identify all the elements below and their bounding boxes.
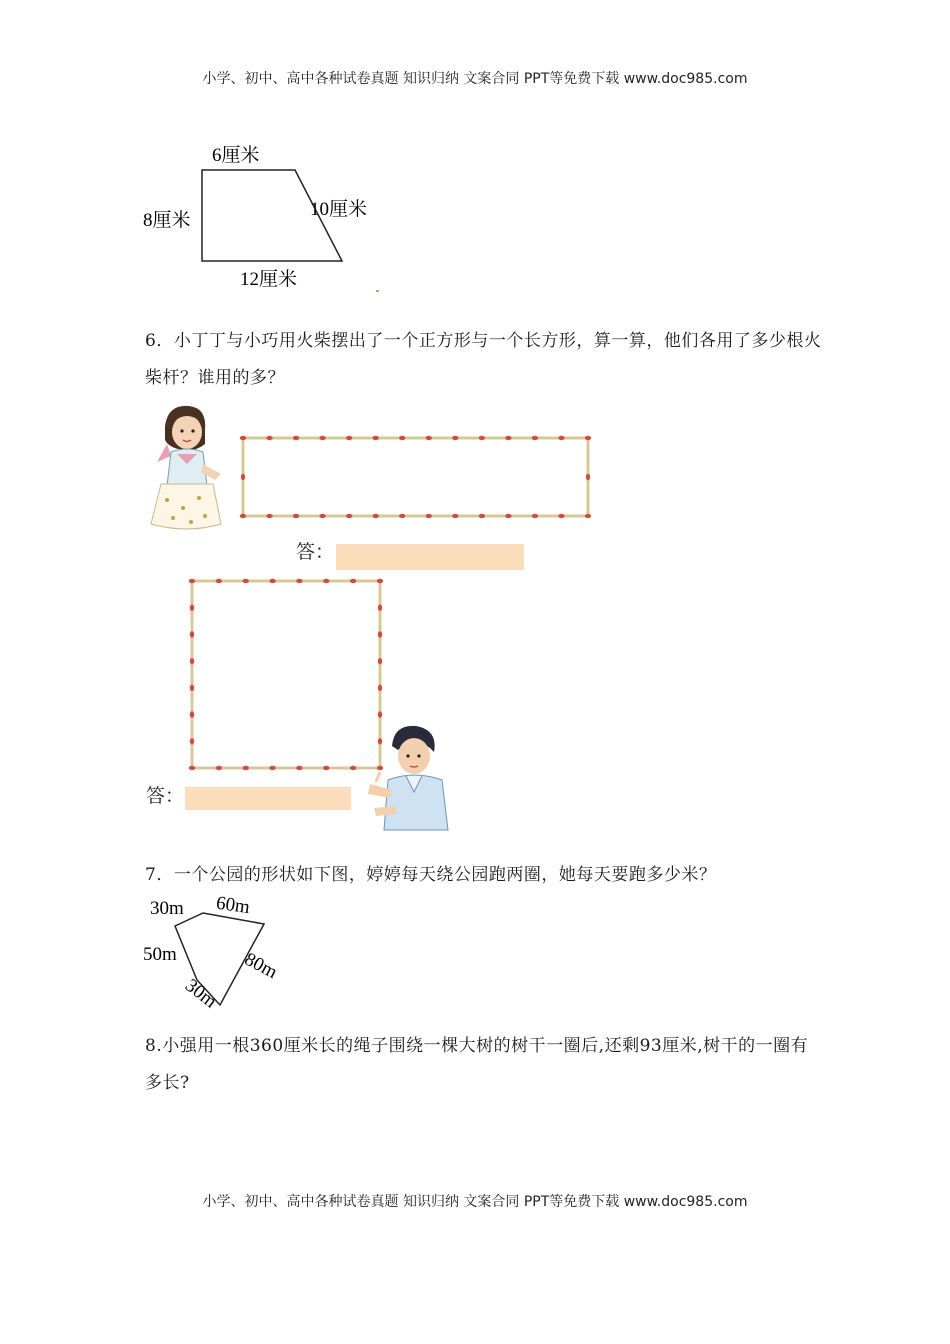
matchstick-head bbox=[585, 436, 591, 440]
matchstick-head bbox=[585, 514, 591, 518]
girl-illustration bbox=[143, 400, 233, 535]
matchstick-head bbox=[190, 658, 194, 664]
matchstick-head bbox=[296, 766, 302, 770]
matchstick-head bbox=[505, 436, 511, 440]
matchstick-head bbox=[323, 579, 329, 583]
answer-label-2: 答： bbox=[146, 785, 185, 807]
matchstick-head bbox=[377, 579, 383, 583]
boy-illustration bbox=[362, 722, 457, 832]
matchstick-head bbox=[319, 436, 325, 440]
matchstick-head bbox=[426, 436, 432, 440]
matchstick-head bbox=[399, 514, 405, 518]
matchstick-head bbox=[293, 436, 299, 440]
matchstick-head bbox=[190, 605, 194, 611]
matchstick-head bbox=[372, 514, 378, 518]
matchstick-head bbox=[269, 579, 275, 583]
matchstick-head bbox=[586, 474, 590, 480]
matchstick-head bbox=[319, 514, 325, 518]
matchstick-head bbox=[266, 514, 272, 518]
matchstick-head bbox=[189, 579, 195, 583]
matchstick-head bbox=[241, 474, 245, 480]
matchstick-head bbox=[243, 766, 249, 770]
matchstick-head bbox=[323, 766, 329, 770]
matchstick-head bbox=[190, 738, 194, 744]
park-side-label-1: 30m bbox=[150, 898, 184, 919]
matchstick-head bbox=[426, 514, 432, 518]
matchstick-head bbox=[346, 514, 352, 518]
trapezoid-top-label: 6厘米 bbox=[212, 145, 260, 166]
park-side-label-5: 30m bbox=[181, 975, 221, 1013]
page-header: 小学、初中、高中各种试卷真题 知识归纳 文案合同 PPT等免费下载 www.doc985.com bbox=[202, 71, 748, 87]
matchstick-square bbox=[186, 574, 386, 774]
question-7-text: 7．一个公园的形状如下图，婷婷每天绕公园跑两圈，她每天要跑多少米？ bbox=[145, 865, 717, 885]
matchstick-head bbox=[216, 766, 222, 770]
question-6-text: 6．小丁丁与小巧用火柴摆出了一个正方形与一个长方形，算一算，他们各用了多少根火柴杆？谁用的多？ bbox=[145, 331, 822, 388]
answer-box-2[interactable] bbox=[185, 787, 351, 810]
matchstick-head bbox=[190, 631, 194, 637]
matchstick-head bbox=[558, 436, 564, 440]
matchstick-head bbox=[558, 514, 564, 518]
matchstick-head bbox=[378, 658, 382, 664]
matchstick-head bbox=[532, 436, 538, 440]
matchstick-head bbox=[190, 711, 194, 717]
matchstick-rectangle bbox=[238, 432, 594, 522]
matchstick-head bbox=[243, 579, 249, 583]
matchstick-head bbox=[350, 766, 356, 770]
park-side-label-3: 50m bbox=[143, 944, 177, 965]
page-footer: 小学、初中、高中各种试卷真题 知识归纳 文案合同 PPT等免费下载 www.doc985.com bbox=[202, 1194, 748, 1210]
matchstick-head bbox=[532, 514, 538, 518]
matchstick-head bbox=[189, 766, 195, 770]
matchstick-head bbox=[296, 579, 302, 583]
matchstick-head bbox=[372, 436, 378, 440]
matchstick-head bbox=[216, 579, 222, 583]
matchstick-head bbox=[346, 436, 352, 440]
matchstick-head bbox=[479, 436, 485, 440]
park-pentagon-figure bbox=[140, 892, 300, 1022]
park-side-label-2: 60m bbox=[214, 892, 252, 919]
trapezoid-slant-label: 10厘米 bbox=[310, 199, 368, 220]
question-8-text: 8.小强用一根360厘米长的绳子围绕一棵大树的树干一圈后,还剩93厘米,树干的一圈有多长? bbox=[145, 1036, 809, 1093]
trapezoid-left-label: 8厘米 bbox=[143, 210, 191, 231]
answer-label-1: 答： bbox=[296, 541, 335, 563]
matchstick-head bbox=[190, 685, 194, 691]
matchstick-head bbox=[293, 514, 299, 518]
matchstick-head bbox=[269, 766, 275, 770]
matchstick-head bbox=[452, 436, 458, 440]
matchstick-head bbox=[479, 514, 485, 518]
trapezoid-figure bbox=[140, 140, 400, 300]
matchstick-head bbox=[266, 436, 272, 440]
matchstick-head bbox=[350, 579, 356, 583]
matchstick-head bbox=[378, 605, 382, 611]
matchstick-head bbox=[378, 711, 382, 717]
matchstick-head bbox=[240, 436, 246, 440]
matchstick-head bbox=[240, 514, 246, 518]
matchstick-head bbox=[399, 436, 405, 440]
matchstick-head bbox=[505, 514, 511, 518]
matchstick-head bbox=[452, 514, 458, 518]
matchstick-head bbox=[378, 631, 382, 637]
trapezoid-bottom-label: 12厘米 bbox=[240, 269, 298, 290]
park-side-label-4: 80m bbox=[240, 948, 281, 984]
matchstick-head bbox=[378, 685, 382, 691]
answer-box-1[interactable] bbox=[336, 544, 524, 570]
